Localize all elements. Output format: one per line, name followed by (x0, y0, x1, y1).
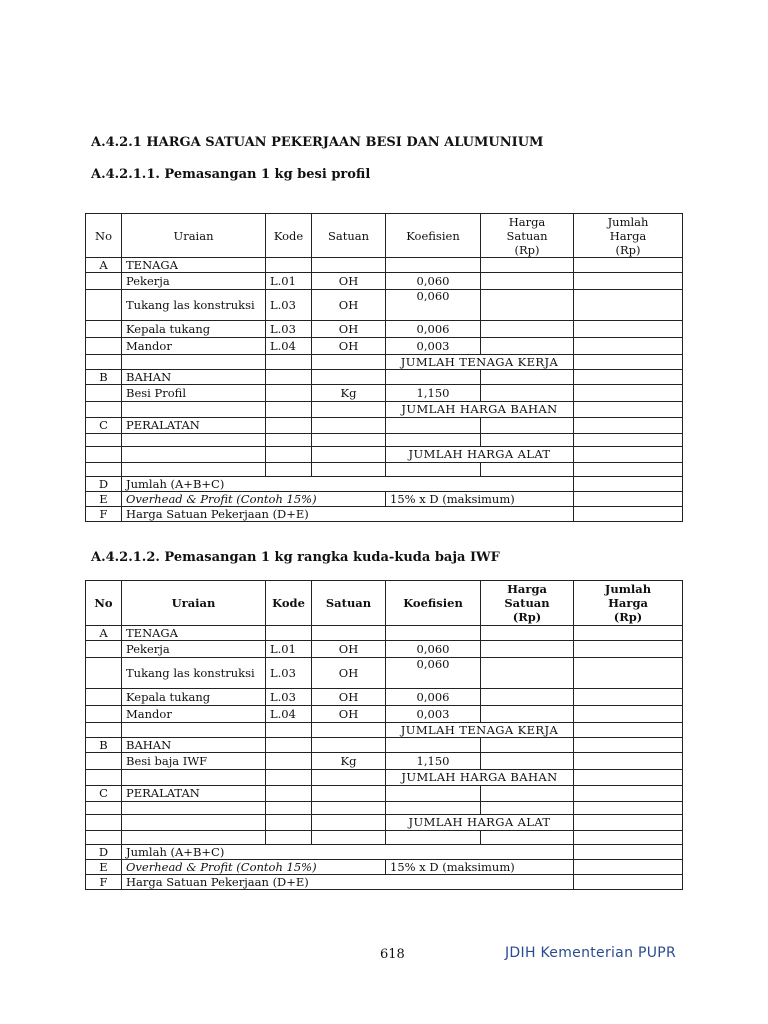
section-name: BAHAN (122, 370, 266, 385)
empty-cell (481, 385, 574, 402)
empty-cell (312, 831, 386, 845)
empty-cell (574, 860, 683, 875)
empty-cell (386, 418, 481, 434)
empty-cell (574, 770, 683, 786)
header-jumlah-harga-line: Jumlah (607, 214, 649, 229)
section-name: TENAGA (122, 626, 266, 641)
total-row-bahan (86, 402, 683, 418)
empty-cell (481, 658, 574, 689)
labor-row (86, 321, 683, 338)
section-row-peralatan (86, 418, 683, 434)
empty-cell (481, 738, 574, 753)
labor-koefisien: 0,003 (386, 338, 481, 355)
total-bahan-label: JUMLAH HARGA BAHAN (386, 770, 574, 786)
empty-cell (574, 385, 683, 402)
section-name: PERALATAN (122, 418, 266, 434)
empty-cell (266, 770, 312, 786)
row-label: C (86, 786, 122, 802)
header-row (86, 214, 683, 258)
row-label: E (86, 860, 122, 875)
footer-source: JDIH Kementerian PUPR (505, 945, 677, 961)
empty-cell (574, 845, 683, 860)
material-koefisien: 1,150 (386, 753, 481, 770)
labor-kode: L.03 (266, 689, 312, 706)
empty-cell (386, 463, 481, 477)
overhead-text: Overhead & Profit (Contoh 15%) (122, 492, 386, 507)
empty-cell (266, 370, 312, 385)
empty-row (86, 434, 683, 447)
labor-kode: L.03 (266, 290, 312, 321)
empty-cell (312, 815, 386, 831)
header-jumlah-harga-line: (Rp) (615, 242, 641, 257)
total-row-tenaga (86, 355, 683, 370)
labor-satuan: OH (312, 338, 386, 355)
section-name: TENAGA (122, 258, 266, 273)
empty-cell (86, 463, 122, 477)
table-1 (85, 213, 683, 522)
empty-cell (266, 802, 312, 815)
labor-kode: L.01 (266, 273, 312, 290)
empty-cell (86, 723, 122, 738)
labor-satuan: OH (312, 273, 386, 290)
header-harga-satuan (481, 581, 574, 626)
labor-row (86, 273, 683, 290)
section-row-tenaga (86, 258, 683, 273)
total-row-alat (86, 815, 683, 831)
empty-cell (481, 706, 574, 723)
empty-cell (122, 402, 266, 418)
page-number: 618 (380, 947, 405, 962)
header-jumlah-harga-line: Jumlah (604, 582, 652, 596)
section-row-bahan (86, 738, 683, 753)
labor-koefisien: 0,003 (386, 706, 481, 723)
total-row-alat (86, 447, 683, 463)
row-label: D (86, 845, 122, 860)
empty-cell (574, 875, 683, 890)
labor-satuan: OH (312, 641, 386, 658)
empty-cell (574, 738, 683, 753)
summary-row-e (86, 492, 683, 507)
empty-cell (122, 802, 266, 815)
empty-cell (86, 338, 122, 355)
header-jumlah-harga (574, 581, 683, 626)
header-harga-satuan-line: (Rp) (514, 242, 540, 257)
header-jumlah-harga-line: Harga (608, 596, 648, 610)
empty-cell (481, 786, 574, 802)
total-alat-label: JUMLAH HARGA ALAT (386, 447, 574, 463)
header-satuan: Satuan (312, 581, 386, 626)
labor-uraian: Mandor (122, 338, 266, 355)
overhead-value: 15% x D (maksimum) (386, 492, 574, 507)
empty-cell (86, 802, 122, 815)
summary-text: Jumlah (A+B+C) (122, 845, 574, 860)
empty-cell (574, 658, 683, 689)
material-kode (266, 385, 312, 402)
summary-row-e (86, 860, 683, 875)
empty-cell (86, 321, 122, 338)
empty-cell (86, 689, 122, 706)
empty-cell (122, 447, 266, 463)
empty-cell (481, 434, 574, 447)
summary-text: Harga Satuan Pekerjaan (D+E) (122, 507, 574, 522)
section-title: A.4.2.1 HARGA SATUAN PEKERJAAN BESI DAN ALUMUNIUM (91, 135, 544, 150)
labor-row (86, 641, 683, 658)
labor-row (86, 689, 683, 706)
empty-cell (574, 321, 683, 338)
labor-uraian: Pekerja (122, 273, 266, 290)
empty-cell (312, 738, 386, 753)
total-tenaga-label: JUMLAH TENAGA KERJA (386, 723, 574, 738)
empty-cell (481, 463, 574, 477)
empty-cell (481, 258, 574, 273)
empty-cell (574, 492, 683, 507)
material-row (86, 385, 683, 402)
header-harga-satuan-line: Satuan (506, 228, 548, 243)
empty-cell (86, 385, 122, 402)
empty-cell (312, 723, 386, 738)
empty-cell (574, 370, 683, 385)
empty-cell (122, 831, 266, 845)
labor-koefisien: 0,006 (386, 689, 481, 706)
labor-uraian: Kepala tukang (122, 689, 266, 706)
header-jumlah-harga-line: Harga (609, 228, 647, 243)
empty-cell (266, 434, 312, 447)
empty-cell (481, 321, 574, 338)
header-kode: Kode (266, 214, 312, 258)
material-row (86, 753, 683, 770)
overhead-text: Overhead & Profit (Contoh 15%) (122, 860, 386, 875)
labor-kode: L.04 (266, 706, 312, 723)
empty-cell (86, 658, 122, 689)
table-2 (85, 580, 683, 890)
empty-cell (266, 447, 312, 463)
labor-satuan: OH (312, 321, 386, 338)
header-uraian: Uraian (122, 581, 266, 626)
empty-cell (574, 831, 683, 845)
empty-cell (574, 815, 683, 831)
summary-text: Harga Satuan Pekerjaan (D+E) (122, 875, 574, 890)
empty-cell (86, 273, 122, 290)
empty-row (86, 831, 683, 845)
empty-cell (86, 447, 122, 463)
labor-row (86, 338, 683, 355)
header-jumlah-harga (574, 214, 683, 258)
empty-cell (86, 434, 122, 447)
empty-cell (386, 738, 481, 753)
empty-cell (266, 463, 312, 477)
empty-cell (266, 786, 312, 802)
empty-cell (481, 641, 574, 658)
empty-row (86, 802, 683, 815)
empty-cell (312, 786, 386, 802)
section-row-peralatan (86, 786, 683, 802)
summary-text: Jumlah (A+B+C) (122, 477, 574, 492)
empty-cell (86, 402, 122, 418)
empty-cell (312, 355, 386, 370)
header-jumlah-harga-line: (Rp) (613, 610, 643, 624)
labor-satuan: OH (312, 689, 386, 706)
row-label: A (86, 626, 122, 641)
header-koefisien: Koefisien (386, 214, 481, 258)
total-row-tenaga (86, 723, 683, 738)
empty-cell (312, 463, 386, 477)
labor-satuan: OH (312, 658, 386, 689)
empty-cell (481, 802, 574, 815)
section-name: BAHAN (122, 738, 266, 753)
labor-kode: L.03 (266, 321, 312, 338)
header-harga-satuan-line: Satuan (504, 596, 550, 610)
material-uraian: Besi Profil (122, 385, 266, 402)
total-tenaga-label: JUMLAH TENAGA KERJA (386, 355, 574, 370)
material-satuan: Kg (312, 753, 386, 770)
empty-cell (122, 815, 266, 831)
labor-koefisien: 0,060 (386, 290, 481, 321)
section-name: PERALATAN (122, 786, 266, 802)
header-satuan: Satuan (312, 214, 386, 258)
empty-cell (312, 770, 386, 786)
empty-cell (312, 802, 386, 815)
header-harga-satuan-line: Harga (507, 582, 547, 596)
empty-cell (86, 355, 122, 370)
row-label: C (86, 418, 122, 434)
empty-cell (266, 723, 312, 738)
empty-cell (122, 355, 266, 370)
empty-cell (312, 418, 386, 434)
empty-cell (574, 463, 683, 477)
labor-koefisien: 0,060 (386, 658, 481, 689)
empty-cell (266, 418, 312, 434)
empty-cell (574, 477, 683, 492)
empty-cell (386, 786, 481, 802)
summary-row-f (86, 875, 683, 890)
labor-koefisien: 0,006 (386, 321, 481, 338)
header-harga-satuan-line: (Rp) (512, 610, 542, 624)
row-label: E (86, 492, 122, 507)
header-koefisien: Koefisien (386, 581, 481, 626)
summary-row-d (86, 477, 683, 492)
empty-cell (574, 802, 683, 815)
empty-cell (86, 815, 122, 831)
empty-cell (481, 626, 574, 641)
labor-satuan: OH (312, 706, 386, 723)
labor-row (86, 290, 683, 321)
empty-cell (122, 463, 266, 477)
header-kode: Kode (266, 581, 312, 626)
labor-row (86, 706, 683, 723)
labor-uraian: Mandor (122, 706, 266, 723)
empty-cell (481, 753, 574, 770)
empty-cell (574, 258, 683, 273)
labor-uraian: Tukang las konstruksi (122, 290, 266, 321)
empty-cell (266, 815, 312, 831)
summary-row-d (86, 845, 683, 860)
empty-cell (122, 723, 266, 738)
empty-cell (574, 641, 683, 658)
row-label: F (86, 507, 122, 522)
empty-cell (86, 706, 122, 723)
empty-cell (266, 402, 312, 418)
labor-uraian: Kepala tukang (122, 321, 266, 338)
labor-kode: L.01 (266, 641, 312, 658)
header-no: No (86, 214, 122, 258)
empty-cell (266, 626, 312, 641)
empty-cell (86, 641, 122, 658)
empty-cell (574, 507, 683, 522)
section-row-tenaga (86, 626, 683, 641)
empty-cell (266, 738, 312, 753)
header-no: No (86, 581, 122, 626)
labor-kode: L.04 (266, 338, 312, 355)
empty-cell (481, 418, 574, 434)
empty-cell (481, 290, 574, 321)
row-label: B (86, 738, 122, 753)
empty-cell (574, 273, 683, 290)
empty-cell (574, 402, 683, 418)
labor-row (86, 658, 683, 689)
empty-cell (312, 434, 386, 447)
empty-cell (312, 370, 386, 385)
empty-cell (86, 753, 122, 770)
empty-cell (481, 831, 574, 845)
header-row (86, 581, 683, 626)
header-uraian: Uraian (122, 214, 266, 258)
empty-cell (574, 418, 683, 434)
empty-cell (574, 290, 683, 321)
labor-koefisien: 0,060 (386, 273, 481, 290)
table-2-title: A.4.2.1.2. Pemasangan 1 kg rangka kuda-kuda baja IWF (91, 550, 500, 565)
empty-cell (574, 689, 683, 706)
empty-cell (266, 258, 312, 273)
empty-cell (266, 355, 312, 370)
empty-cell (574, 626, 683, 641)
empty-cell (122, 434, 266, 447)
empty-cell (386, 258, 481, 273)
labor-satuan: OH (312, 290, 386, 321)
labor-kode: L.03 (266, 658, 312, 689)
labor-uraian: Tukang las konstruksi (122, 658, 266, 689)
empty-cell (386, 802, 481, 815)
empty-cell (386, 370, 481, 385)
empty-cell (312, 402, 386, 418)
empty-cell (481, 689, 574, 706)
section-row-bahan (86, 370, 683, 385)
empty-cell (312, 258, 386, 273)
row-label: F (86, 875, 122, 890)
overhead-value: 15% x D (maksimum) (386, 860, 574, 875)
empty-cell (312, 447, 386, 463)
material-koefisien: 1,150 (386, 385, 481, 402)
empty-cell (481, 338, 574, 355)
empty-cell (574, 753, 683, 770)
empty-cell (574, 786, 683, 802)
empty-cell (481, 370, 574, 385)
material-uraian: Besi baja IWF (122, 753, 266, 770)
empty-cell (574, 355, 683, 370)
empty-cell (386, 626, 481, 641)
row-label: A (86, 258, 122, 273)
material-satuan: Kg (312, 385, 386, 402)
header-harga-satuan-line: Harga (508, 214, 546, 229)
empty-cell (86, 831, 122, 845)
empty-cell (86, 290, 122, 321)
empty-cell (574, 434, 683, 447)
labor-koefisien: 0,060 (386, 641, 481, 658)
empty-cell (574, 706, 683, 723)
material-kode (266, 753, 312, 770)
empty-cell (312, 626, 386, 641)
empty-cell (481, 273, 574, 290)
header-harga-satuan (481, 214, 574, 258)
empty-row (86, 463, 683, 477)
empty-cell (574, 338, 683, 355)
empty-cell (386, 434, 481, 447)
empty-cell (122, 770, 266, 786)
empty-cell (86, 770, 122, 786)
total-alat-label: JUMLAH HARGA ALAT (386, 815, 574, 831)
empty-cell (266, 831, 312, 845)
empty-cell (574, 723, 683, 738)
row-label: D (86, 477, 122, 492)
empty-cell (574, 447, 683, 463)
row-label: B (86, 370, 122, 385)
labor-uraian: Pekerja (122, 641, 266, 658)
summary-row-f (86, 507, 683, 522)
table-1-title: A.4.2.1.1. Pemasangan 1 kg besi profil (91, 167, 371, 182)
total-bahan-label: JUMLAH HARGA BAHAN (386, 402, 574, 418)
empty-cell (386, 831, 481, 845)
total-row-bahan (86, 770, 683, 786)
